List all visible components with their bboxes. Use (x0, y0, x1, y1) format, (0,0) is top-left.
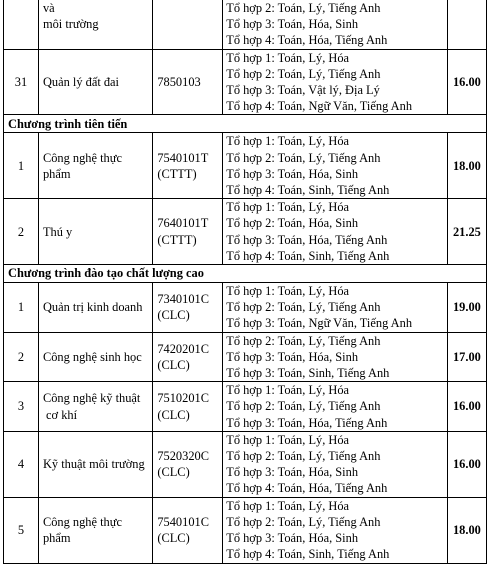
major-name: Công nghệ kỹ thuật cơ khí (38, 382, 152, 432)
row-number: 1 (4, 133, 39, 199)
major-code: 7520320C (CLC) (153, 431, 223, 497)
subject-combinations: Tổ hợp 1: Toán, Lý, Hóa Tổ hợp 2: Toán, Lý, Tiếng Anh Tổ hợp 3: Toán, Hóa, Sinh Tổ hợp 4: Toán, Hóa, Tiếng Anh (223, 431, 448, 497)
major-code: 7640101T (CTTT) (153, 199, 223, 265)
section-header-row (4, 115, 487, 133)
major-code: 7540101C (CLC) (153, 497, 223, 563)
cutoff-score: 17.00 (447, 332, 486, 382)
major-name: Quản trị kinh doanh (38, 283, 152, 333)
subject-combinations: Tổ hợp 1: Toán, Lý, Hóa Tổ hợp 2: Toán, Lý, Tiếng Anh Tổ hợp 3: Toán, Vật lý, Địa Lý Tổ hợp 4: Toán, Ngữ Văn, Tiếng Anh (223, 49, 448, 115)
subject-combinations: Tổ hợp 1: Toán, Lý, Hóa Tổ hợp 2: Toán, Lý, Tiếng Anh Tổ hợp 3: Toán, Hóa, Sinh Tổ hợp 4: Toán, Sinh, Tiếng Anh (223, 133, 448, 199)
subject-combinations: Tổ hợp 2: Toán, Lý, Tiếng Anh Tổ hợp 3: Toán, Hóa, Sinh Tổ hợp 3: Toán, Sinh, Tiếng Anh (223, 332, 448, 382)
cutoff-score: 16.00 (447, 431, 486, 497)
table-row (4, 382, 487, 432)
major-name: Kỹ thuật môi trường (38, 431, 152, 497)
cutoff-score: 18.00 (447, 497, 486, 563)
cutoff-score: 16.00 (447, 382, 486, 432)
major-code (153, 0, 223, 49)
section-title-advanced: Chương trình tiên tiến (4, 115, 487, 133)
table-row (4, 431, 487, 497)
subject-combinations: Tổ hợp 1: Toán, Lý, Hóa Tổ hợp 2: Toán, Lý, Tiếng Anh Tổ hợp 3: Toán, Hóa, Tiếng Anh (223, 382, 448, 432)
table-row (4, 332, 487, 382)
subject-combinations: Tổ hợp 2: Toán, Lý, Tiếng Anh Tổ hợp 3: Toán, Hóa, Sinh Tổ hợp 4: Toán, Hóa, Tiếng Anh (223, 0, 448, 49)
major-name: Công nghệ sinh học (38, 332, 152, 382)
admission-score-table (3, 0, 487, 564)
row-number: 31 (4, 49, 39, 115)
row-number: 3 (4, 382, 39, 432)
major-name: Công nghệ thực phẩm (38, 133, 152, 199)
cutoff-score: 18.00 (447, 133, 486, 199)
table-row (4, 283, 487, 333)
cutoff-score: 19.00 (447, 283, 486, 333)
table-row (4, 497, 487, 563)
row-number: 5 (4, 497, 39, 563)
major-name: và môi trường (38, 0, 152, 49)
row-number: 2 (4, 199, 39, 265)
section-header-row (4, 265, 487, 283)
section-title-high-quality: Chương trình đào tạo chất lượng cao (4, 265, 487, 283)
row-number: 2 (4, 332, 39, 382)
major-name: Công nghệ thực phẩm (38, 497, 152, 563)
row-number: 4 (4, 431, 39, 497)
subject-combinations: Tổ hợp 1: Toán, Lý, Hóa Tổ hợp 2: Toán, Hóa, Sinh Tổ hợp 3: Toán, Hóa, Tiếng Anh Tổ hợp 4: Toán, Sinh, Tiếng Anh (223, 199, 448, 265)
subject-combinations: Tổ hợp 1: Toán, Lý, Hóa Tổ hợp 2: Toán, Lý, Tiếng Anh Tổ hợp 3: Toán, Hóa, Sinh Tổ hợp 4: Toán, Sinh, Tiếng Anh (223, 497, 448, 563)
row-number (4, 0, 39, 49)
table-row (4, 133, 487, 199)
major-code: 7850103 (153, 49, 223, 115)
row-number: 1 (4, 283, 39, 333)
major-code: 7510201C (CLC) (153, 382, 223, 432)
cutoff-score: 21.25 (447, 199, 486, 265)
major-name: Thú y (38, 199, 152, 265)
table-row (4, 49, 487, 115)
major-code: 7420201C (CLC) (153, 332, 223, 382)
major-code: 7540101T (CTTT) (153, 133, 223, 199)
subject-combinations: Tổ hợp 1: Toán, Lý, Hóa Tổ hợp 2: Toán, Lý, Tiếng Anh Tổ hợp 3: Toán, Ngữ Văn, Tiếng Anh (223, 283, 448, 333)
cutoff-score (447, 0, 486, 49)
table-row (4, 0, 487, 49)
major-name: Quản lý đất đai (38, 49, 152, 115)
major-code: 7340101C (CLC) (153, 283, 223, 333)
cutoff-score: 16.00 (447, 49, 486, 115)
table-row (4, 199, 487, 265)
